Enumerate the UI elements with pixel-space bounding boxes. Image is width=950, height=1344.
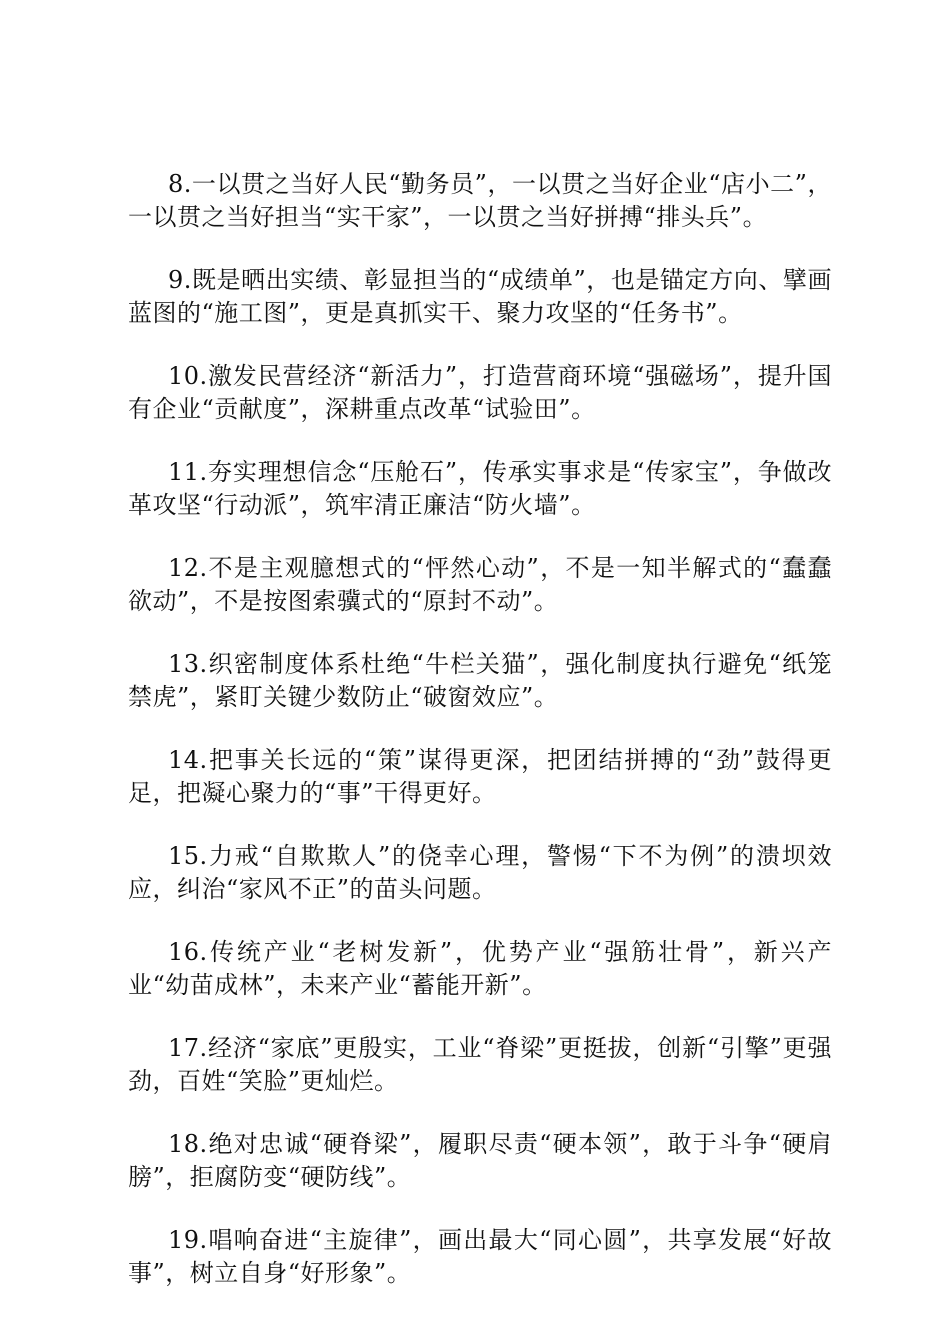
paragraph-item-15: 15.力戒“自欺欺人”的侥幸心理，警惕“下不为例”的溃坝效应，纠治“家风不正”的苗头问题。 [128,842,832,903]
paragraph-item-18: 18.绝对忠诚“硬脊梁”，履职尽责“硬本领”，敢于斗争“硬肩膀”，拒腐防变“硬防线”。 [128,1130,832,1191]
paragraph-item-10: 10.激发民营经济“新活力”，打造营商环境“强磁场”，提升国有企业“贡献度”，深耕重点改革“试验田”。 [128,362,832,423]
paragraph-item-9: 9.既是晒出实绩、彰显担当的“成绩单”，也是锚定方向、擘画蓝图的“施工图”，更是真抓实干、聚力攻坚的“任务书”。 [128,266,832,327]
paragraph-item-19: 19.唱响奋进“主旋律”，画出最大“同心圆”，共享发展“好故事”，树立自身“好形象”。 [128,1226,832,1287]
paragraph-item-11: 11.夯实理想信念“压舱石”，传承实事求是“传家宝”，争做改革攻坚“行动派”，筑牢清正廉洁“防火墙”。 [128,458,832,519]
document-body [128,168,832,1320]
paragraph-item-13: 13.织密制度体系杜绝“牛栏关猫”，强化制度执行避免“纸笼禁虎”，紧盯关键少数防止“破窗效应”。 [128,650,832,711]
paragraph-item-17: 17.经济“家底”更殷实，工业“脊梁”更挺拔，创新“引擎”更强劲，百姓“笑脸”更灿烂。 [128,1034,832,1095]
paragraph-item-8: 8.一以贯之当好人民“勤务员”，一以贯之当好企业“店小二”，一以贯之当好担当“实干家”，一以贯之当好拼搏“排头兵”。 [128,170,832,231]
paragraph-item-12: 12.不是主观臆想式的“怦然心动”，不是一知半解式的“蠢蠢欲动”，不是按图索骥式的“原封不动”。 [128,554,832,615]
paragraph-item-14: 14.把事关长远的“策”谋得更深，把团结拼搏的“劲”鼓得更足，把凝心聚力的“事”干得更好。 [128,746,832,807]
paragraph-item-16: 16.传统产业“老树发新”，优势产业“强筋壮骨”，新兴产业“幼苗成林”，未来产业“蓄能开新”。 [128,938,832,999]
